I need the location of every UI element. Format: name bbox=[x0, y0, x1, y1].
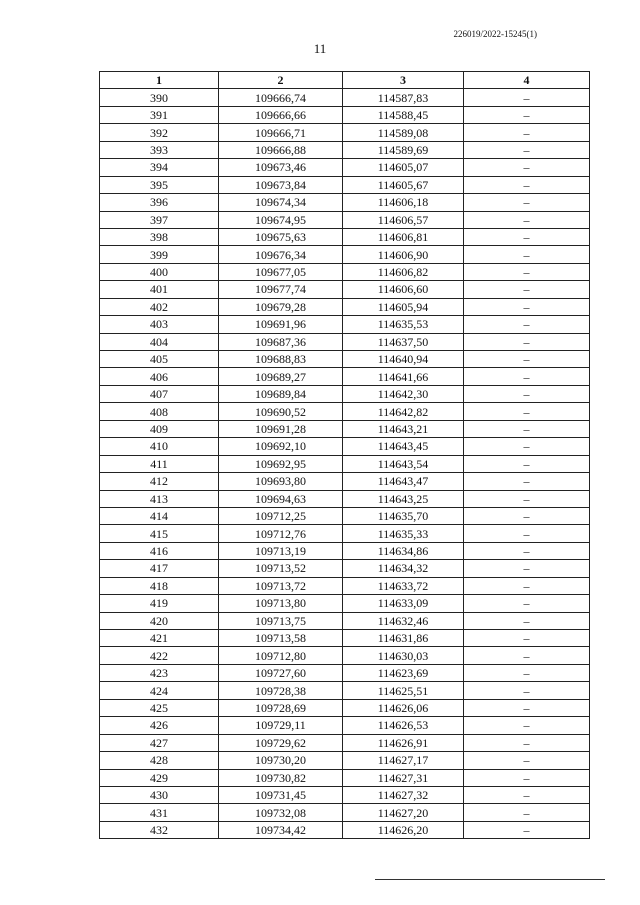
table-row bbox=[100, 211, 590, 228]
table-cell: 114626,53 bbox=[343, 717, 464, 734]
table-cell: 109712,76 bbox=[219, 525, 343, 542]
column-header: 2 bbox=[219, 72, 343, 89]
table-cell: 109712,80 bbox=[219, 647, 343, 664]
table-cell: – bbox=[464, 89, 590, 106]
table-row bbox=[100, 316, 590, 333]
table-cell: – bbox=[464, 507, 590, 524]
table-cell: 114606,57 bbox=[343, 211, 464, 228]
table-cell: – bbox=[464, 194, 590, 211]
table-cell: 109731,45 bbox=[219, 786, 343, 803]
table-cell: 394 bbox=[100, 159, 219, 176]
table-row bbox=[100, 141, 590, 158]
table-cell: 109727,60 bbox=[219, 664, 343, 681]
table-cell: – bbox=[464, 525, 590, 542]
table-cell: 425 bbox=[100, 699, 219, 716]
table-cell: – bbox=[464, 159, 590, 176]
table-cell: 109713,80 bbox=[219, 595, 343, 612]
table-cell: 109690,52 bbox=[219, 403, 343, 420]
table-cell: – bbox=[464, 298, 590, 315]
table-row bbox=[100, 734, 590, 751]
table-cell: 109679,28 bbox=[219, 298, 343, 315]
table-cell: 109713,52 bbox=[219, 560, 343, 577]
table-cell: – bbox=[464, 664, 590, 681]
table-cell: 109691,28 bbox=[219, 420, 343, 437]
table-row bbox=[100, 228, 590, 245]
table-cell: 409 bbox=[100, 420, 219, 437]
table-cell: – bbox=[464, 786, 590, 803]
table-cell: 427 bbox=[100, 734, 219, 751]
table-cell: 417 bbox=[100, 560, 219, 577]
table-row bbox=[100, 612, 590, 629]
table-cell: – bbox=[464, 141, 590, 158]
column-header: 4 bbox=[464, 72, 590, 89]
table-cell: – bbox=[464, 752, 590, 769]
table-cell: 400 bbox=[100, 263, 219, 280]
table-cell: 109674,95 bbox=[219, 211, 343, 228]
table-cell: 109729,11 bbox=[219, 717, 343, 734]
table-cell: – bbox=[464, 577, 590, 594]
table-cell: 109694,63 bbox=[219, 490, 343, 507]
table-cell: 109666,88 bbox=[219, 141, 343, 158]
table-row bbox=[100, 560, 590, 577]
table-cell: 426 bbox=[100, 717, 219, 734]
table-row bbox=[100, 473, 590, 490]
table-row bbox=[100, 717, 590, 734]
table-cell: 114641,66 bbox=[343, 368, 464, 385]
table-cell: 114606,90 bbox=[343, 246, 464, 263]
table-cell: 401 bbox=[100, 281, 219, 298]
table-cell: 109675,63 bbox=[219, 228, 343, 245]
table-cell: 114606,60 bbox=[343, 281, 464, 298]
table-cell: 413 bbox=[100, 490, 219, 507]
table-cell: 109666,66 bbox=[219, 106, 343, 123]
table-cell: – bbox=[464, 211, 590, 228]
table-cell: 114626,06 bbox=[343, 699, 464, 716]
footer-rule bbox=[375, 879, 605, 880]
table-cell: 114606,81 bbox=[343, 228, 464, 245]
table-cell: 109713,19 bbox=[219, 542, 343, 559]
table-cell: 424 bbox=[100, 682, 219, 699]
table-cell: 109673,46 bbox=[219, 159, 343, 176]
table-cell: 114633,09 bbox=[343, 595, 464, 612]
document-id: 226019/2022-15245(1) bbox=[453, 29, 537, 39]
table-cell: – bbox=[464, 246, 590, 263]
table-row bbox=[100, 542, 590, 559]
table-cell: 114643,21 bbox=[343, 420, 464, 437]
table-cell: 406 bbox=[100, 368, 219, 385]
table-cell: 397 bbox=[100, 211, 219, 228]
table-cell: 114625,51 bbox=[343, 682, 464, 699]
table-cell: 391 bbox=[100, 106, 219, 123]
table-cell: – bbox=[464, 281, 590, 298]
table-cell: 109688,83 bbox=[219, 351, 343, 368]
table-cell: 114605,67 bbox=[343, 176, 464, 193]
table-cell: 114642,30 bbox=[343, 385, 464, 402]
table-cell: – bbox=[464, 176, 590, 193]
table-cell: – bbox=[464, 821, 590, 838]
table-cell: 109691,96 bbox=[219, 316, 343, 333]
table-cell: 109692,10 bbox=[219, 438, 343, 455]
table-cell: – bbox=[464, 263, 590, 280]
table-cell: 109713,75 bbox=[219, 612, 343, 629]
table-row bbox=[100, 821, 590, 838]
table-cell: 109666,74 bbox=[219, 89, 343, 106]
table-cell: 430 bbox=[100, 786, 219, 803]
table-row bbox=[100, 507, 590, 524]
table-cell: 392 bbox=[100, 124, 219, 141]
table-row bbox=[100, 630, 590, 647]
table-cell: 396 bbox=[100, 194, 219, 211]
table-cell: 114627,17 bbox=[343, 752, 464, 769]
table-cell: – bbox=[464, 106, 590, 123]
table-cell: 114626,91 bbox=[343, 734, 464, 751]
table-cell: 410 bbox=[100, 438, 219, 455]
table-cell: 114643,45 bbox=[343, 438, 464, 455]
table-row bbox=[100, 664, 590, 681]
table-cell: 114642,82 bbox=[343, 403, 464, 420]
table-row bbox=[100, 194, 590, 211]
table-row bbox=[100, 298, 590, 315]
table-cell: 114643,54 bbox=[343, 455, 464, 472]
table-cell: 109713,58 bbox=[219, 630, 343, 647]
table-row bbox=[100, 699, 590, 716]
table-cell: 114605,94 bbox=[343, 298, 464, 315]
table-cell: – bbox=[464, 333, 590, 350]
table-row bbox=[100, 455, 590, 472]
table-cell: – bbox=[464, 438, 590, 455]
table-cell: 109728,38 bbox=[219, 682, 343, 699]
table-row bbox=[100, 804, 590, 821]
table-cell: – bbox=[464, 682, 590, 699]
table-cell: – bbox=[464, 630, 590, 647]
table-cell: – bbox=[464, 368, 590, 385]
table-cell: – bbox=[464, 734, 590, 751]
table-cell: 109666,71 bbox=[219, 124, 343, 141]
table-row bbox=[100, 595, 590, 612]
table-cell: 114634,32 bbox=[343, 560, 464, 577]
table-cell: 390 bbox=[100, 89, 219, 106]
table-cell: 408 bbox=[100, 403, 219, 420]
table-row bbox=[100, 647, 590, 664]
table-cell: – bbox=[464, 490, 590, 507]
table-row bbox=[100, 333, 590, 350]
column-header: 3 bbox=[343, 72, 464, 89]
table-cell: 114627,20 bbox=[343, 804, 464, 821]
table-cell: 114635,33 bbox=[343, 525, 464, 542]
table-cell: 114633,72 bbox=[343, 577, 464, 594]
table-row bbox=[100, 577, 590, 594]
table-cell: 398 bbox=[100, 228, 219, 245]
table-cell: 109689,27 bbox=[219, 368, 343, 385]
table-cell: 109730,82 bbox=[219, 769, 343, 786]
table-cell: 114606,82 bbox=[343, 263, 464, 280]
table-cell: – bbox=[464, 542, 590, 559]
table-cell: 402 bbox=[100, 298, 219, 315]
table-cell: – bbox=[464, 385, 590, 402]
table-cell: 114623,69 bbox=[343, 664, 464, 681]
table-cell: – bbox=[464, 228, 590, 245]
table-cell: 114630,03 bbox=[343, 647, 464, 664]
table-cell: 109732,08 bbox=[219, 804, 343, 821]
table-cell: 403 bbox=[100, 316, 219, 333]
table-body bbox=[100, 89, 590, 839]
table-row bbox=[100, 438, 590, 455]
table-cell: 114627,32 bbox=[343, 786, 464, 803]
table-cell: 109673,84 bbox=[219, 176, 343, 193]
page-number: 11 bbox=[313, 41, 327, 56]
table-cell: – bbox=[464, 647, 590, 664]
table-cell: 114643,25 bbox=[343, 490, 464, 507]
table-cell: 411 bbox=[100, 455, 219, 472]
table-row bbox=[100, 176, 590, 193]
table-cell: – bbox=[464, 717, 590, 734]
table-cell: 109689,84 bbox=[219, 385, 343, 402]
table-cell: 428 bbox=[100, 752, 219, 769]
table-cell: 109687,36 bbox=[219, 333, 343, 350]
table-row bbox=[100, 89, 590, 106]
table-cell: 418 bbox=[100, 577, 219, 594]
table-cell: 114589,08 bbox=[343, 124, 464, 141]
table-row bbox=[100, 263, 590, 280]
column-header: 1 bbox=[100, 72, 219, 89]
table-cell: 422 bbox=[100, 647, 219, 664]
table-row bbox=[100, 281, 590, 298]
table-cell: 114587,83 bbox=[343, 89, 464, 106]
table-cell: – bbox=[464, 699, 590, 716]
table-cell: – bbox=[464, 420, 590, 437]
table-cell: 114635,53 bbox=[343, 316, 464, 333]
table-cell: – bbox=[464, 473, 590, 490]
table-cell: 399 bbox=[100, 246, 219, 263]
table-cell: 109676,34 bbox=[219, 246, 343, 263]
table-cell: 114589,69 bbox=[343, 141, 464, 158]
table-cell: 114631,86 bbox=[343, 630, 464, 647]
table-cell: 419 bbox=[100, 595, 219, 612]
table-cell: – bbox=[464, 595, 590, 612]
table-cell: 421 bbox=[100, 630, 219, 647]
table-cell: 109728,69 bbox=[219, 699, 343, 716]
table-row bbox=[100, 159, 590, 176]
table-cell: 395 bbox=[100, 176, 219, 193]
table-cell: 109677,05 bbox=[219, 263, 343, 280]
table-cell: – bbox=[464, 769, 590, 786]
table-cell: – bbox=[464, 403, 590, 420]
table-cell: 114606,18 bbox=[343, 194, 464, 211]
table-row bbox=[100, 769, 590, 786]
table-cell: 114637,50 bbox=[343, 333, 464, 350]
table-cell: 109712,25 bbox=[219, 507, 343, 524]
table-cell: 109734,42 bbox=[219, 821, 343, 838]
table-cell: – bbox=[464, 804, 590, 821]
table-cell: 420 bbox=[100, 612, 219, 629]
table-cell: 114632,46 bbox=[343, 612, 464, 629]
table-cell: 114588,45 bbox=[343, 106, 464, 123]
table-cell: 109677,74 bbox=[219, 281, 343, 298]
table-row bbox=[100, 525, 590, 542]
table-cell: 393 bbox=[100, 141, 219, 158]
table-cell: 109693,80 bbox=[219, 473, 343, 490]
table-cell: 412 bbox=[100, 473, 219, 490]
table-cell: 109713,72 bbox=[219, 577, 343, 594]
table-cell: 114635,70 bbox=[343, 507, 464, 524]
table-cell: 432 bbox=[100, 821, 219, 838]
table-cell: 405 bbox=[100, 351, 219, 368]
table-row bbox=[100, 124, 590, 141]
table-row bbox=[100, 752, 590, 769]
table-row bbox=[100, 490, 590, 507]
table-row bbox=[100, 682, 590, 699]
table-cell: 414 bbox=[100, 507, 219, 524]
table-cell: 431 bbox=[100, 804, 219, 821]
table-cell: – bbox=[464, 455, 590, 472]
table-cell: 114643,47 bbox=[343, 473, 464, 490]
table-row bbox=[100, 786, 590, 803]
table-cell: 407 bbox=[100, 385, 219, 402]
coordinates-table bbox=[99, 71, 590, 839]
table-cell: 114627,31 bbox=[343, 769, 464, 786]
table-cell: 109674,34 bbox=[219, 194, 343, 211]
table-cell: 423 bbox=[100, 664, 219, 681]
table-cell: 415 bbox=[100, 525, 219, 542]
table-row bbox=[100, 246, 590, 263]
table-cell: 404 bbox=[100, 333, 219, 350]
table-cell: – bbox=[464, 612, 590, 629]
table-cell: – bbox=[464, 124, 590, 141]
table-cell: 114605,07 bbox=[343, 159, 464, 176]
table-header-row bbox=[100, 72, 590, 89]
table-cell: 109730,20 bbox=[219, 752, 343, 769]
table-cell: 416 bbox=[100, 542, 219, 559]
table-row bbox=[100, 403, 590, 420]
table-row bbox=[100, 106, 590, 123]
table-cell: 429 bbox=[100, 769, 219, 786]
table-cell: 114634,86 bbox=[343, 542, 464, 559]
table-cell: – bbox=[464, 316, 590, 333]
table-row bbox=[100, 385, 590, 402]
table-cell: – bbox=[464, 560, 590, 577]
table-cell: 109692,95 bbox=[219, 455, 343, 472]
table-row bbox=[100, 351, 590, 368]
table-cell: 109729,62 bbox=[219, 734, 343, 751]
table-cell: 114626,20 bbox=[343, 821, 464, 838]
table-row bbox=[100, 420, 590, 437]
table-cell: – bbox=[464, 351, 590, 368]
table-row bbox=[100, 368, 590, 385]
table-cell: 114640,94 bbox=[343, 351, 464, 368]
